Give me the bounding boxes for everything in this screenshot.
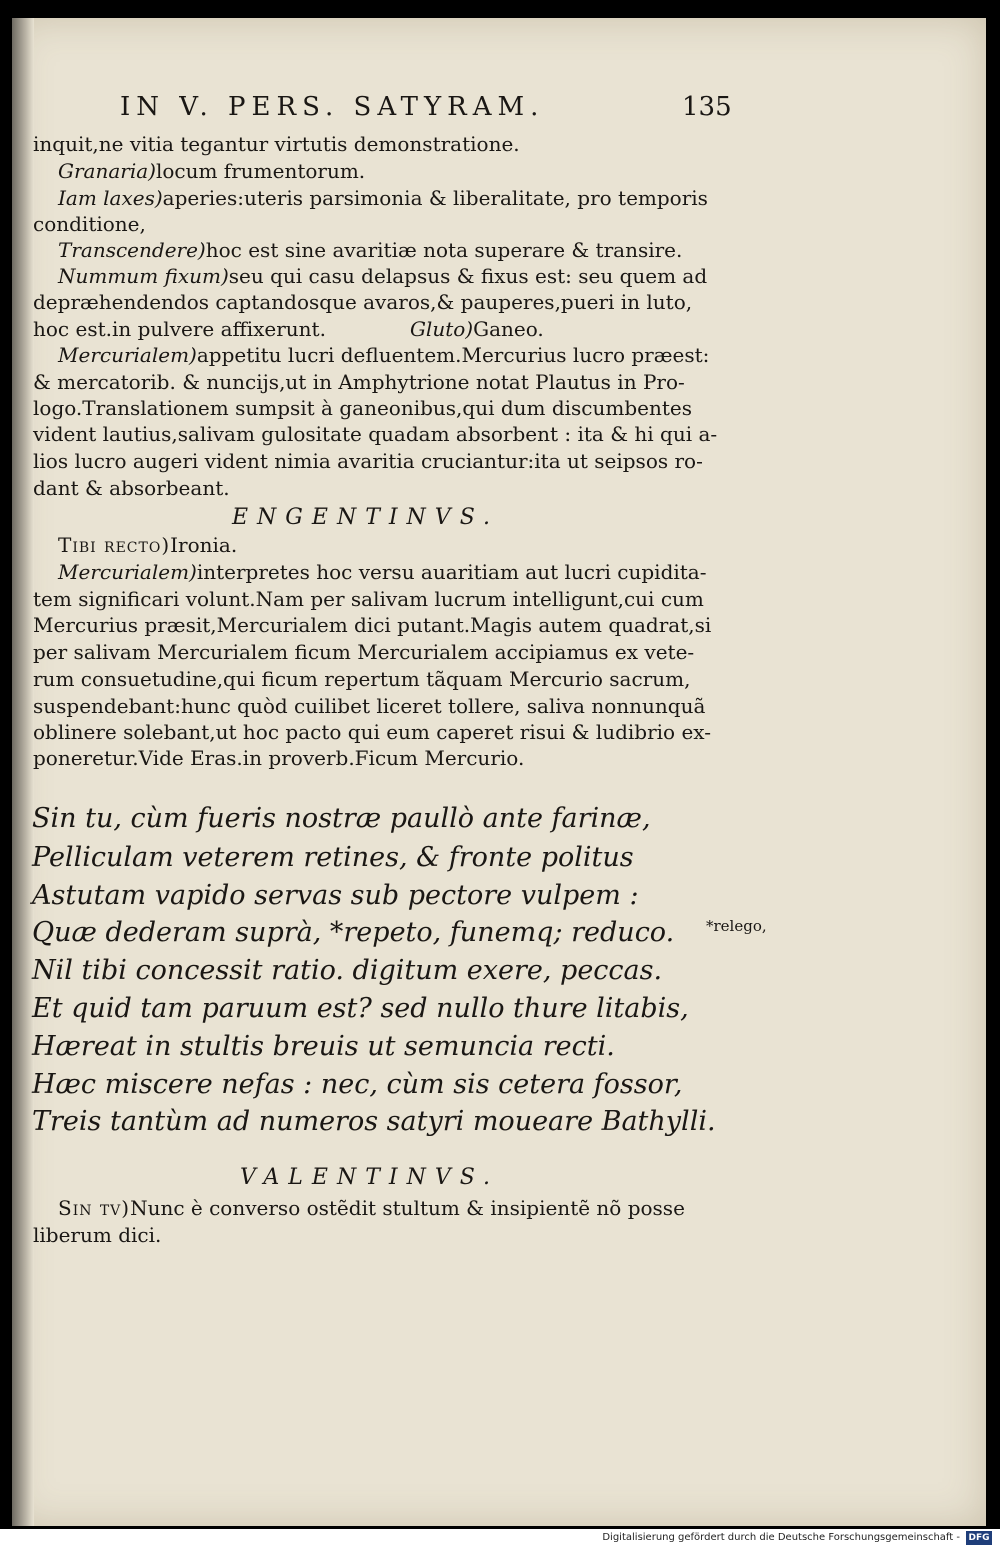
digitization-footer — [0, 1529, 1000, 1549]
commentary-line: Tibi recto)Ironia. — [58, 533, 238, 557]
commentary-line: Granaria)locum frumentorum. — [58, 159, 366, 183]
commentary-line: rum consuetudine,qui ficum repertum tãquam Mercurio sacrum, — [33, 667, 691, 691]
running-head: IN V. PERS. SATYRAM. — [120, 92, 545, 122]
commentary-line: Transcendere)hoc est sine avaritiæ nota superare & transire. — [58, 238, 683, 262]
commentary-line: inquit,ne vitia tegantur virtutis demonstratione. — [33, 132, 520, 156]
lemma: Mercurialem) — [58, 560, 197, 584]
verse-line: Hæreat in stultis breuis ut semuncia recti. — [32, 1031, 615, 1062]
commentary-line: depræhendendos captandosque avaros,& pauperes,pueri in luto, — [33, 290, 693, 314]
lemma: Granaria) — [58, 159, 156, 183]
lemma: Gluto) — [409, 317, 474, 341]
commentary-line: oblinere solebant,ut hoc pacto qui eum caperet risui & ludibrio ex- — [33, 720, 711, 744]
lemma: Mercurialem) — [58, 343, 197, 367]
commentary-line: & mercatorib. & nuncijs,ut in Amphytrione notat Plautus in Pro- — [33, 370, 685, 394]
commentary-line: Sin tv)Nunc è converso ostẽdit stultum & insipientẽ nõ posse — [58, 1196, 685, 1220]
commentary-line: lios lucro augeri vident nimia avaritia cruciantur:ita ut seipsos ro- — [33, 449, 703, 473]
commentary-line: hoc est.in pulvere affixerunt. Gluto)Ganeo. — [33, 317, 544, 341]
verse-line: Astutam vapido servas sub pectore vulpem : — [32, 880, 639, 911]
section-heading: VALENTINVS. — [240, 1165, 499, 1190]
verse-line: Et quid tam paruum est? sed nullo thure litabis, — [32, 993, 689, 1024]
commentary-line: Iam laxes)aperies:uteris parsimonia & liberalitate, pro temporis — [58, 186, 708, 210]
lemma: Tibi recto) — [58, 533, 171, 557]
commentary-line: Mercurialem)interpretes hoc versu auaritiam aut lucri cupidita- — [58, 560, 707, 584]
commentary-line: logo.Translationem sumpsit à ganeonibus,qui dum discumbentes — [33, 396, 693, 420]
verse-line: Pelliculam veterem retines, & fronte politus — [32, 842, 634, 873]
commentary-line: poneretur.Vide Eras.in proverb.Ficum Mercurio. — [33, 746, 525, 770]
commentary-line: Mercurialem)appetitu lucri defluentem.Mercurius lucro præest: — [58, 343, 710, 367]
page-number: 135 — [682, 92, 732, 122]
verse-line: Quæ dederam suprà, *repeto, funemq; reduco. — [32, 917, 675, 948]
lemma: Iam laxes) — [58, 186, 163, 210]
section-heading: ENGENTINVS. — [232, 505, 499, 530]
commentary-line: per salivam Mercurialem ficum Mercurialem accipiamus ex vete- — [33, 640, 695, 664]
page-gutter-shadow — [12, 18, 34, 1526]
verse-line: Nil tibi concessit ratio. digitum exere, peccas. — [32, 955, 663, 986]
commentary-line: Nummum fixum)seu qui casu delapsus & fixus est: seu quem ad — [58, 264, 708, 288]
commentary-line: dant & absorbeant. — [33, 476, 230, 500]
lemma: Transcendere) — [58, 238, 206, 262]
verse-line: Treis tantùm ad numeros satyri moueare Bathylli. — [32, 1106, 716, 1137]
commentary-line: conditione, — [33, 212, 146, 236]
commentary-line: suspendebant:hunc quòd cuilibet liceret tollere, saliva nonnunquã — [33, 694, 706, 718]
commentary-line: tem significari volunt.Nam per salivam lucrum intelligunt,cui cum — [33, 587, 704, 611]
funding-notice: Digitalisierung gefördert durch die Deutsche Forschungsgemeinschaft - — [602, 1532, 960, 1543]
commentary-line: liberum dici. — [33, 1223, 162, 1247]
lemma: Nummum fixum) — [58, 264, 229, 288]
lemma: Sin tv) — [58, 1196, 131, 1220]
verse-line: Sin tu, cùm fueris nostræ paullò ante farinæ, — [32, 803, 651, 834]
verse-line: Hæc miscere nefas : nec, cùm sis cetera fossor, — [32, 1069, 683, 1100]
margin-note: *relego, — [706, 917, 767, 935]
commentary-line: Mercurius præsit,Mercurialem dici putant.Magis autem quadrat,si — [33, 613, 712, 637]
commentary-line: vident lautius,salivam gulositate quadam absorbent : ita & hi qui a- — [33, 422, 718, 446]
dfg-logo-icon: DFG — [966, 1531, 992, 1545]
